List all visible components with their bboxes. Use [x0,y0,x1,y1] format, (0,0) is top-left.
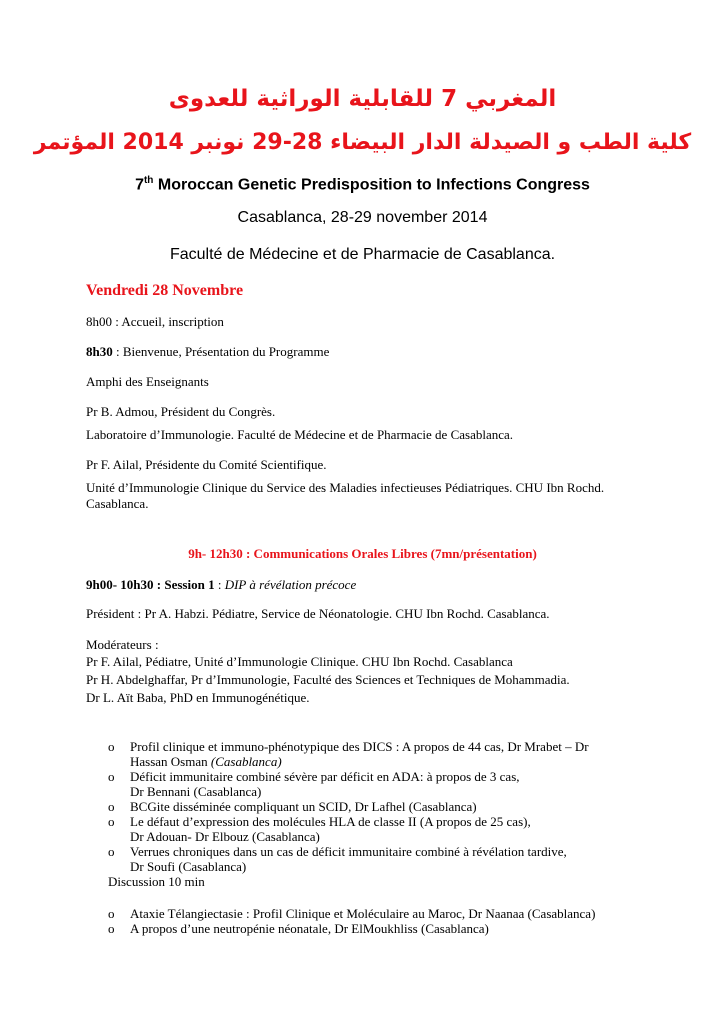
talk-list-2 [108,906,595,936]
talk-item [108,844,589,874]
session-1-label: 9h00- 10h30 : Session 1 [86,577,215,592]
president-scientific-affiliation: Unité d’Immunologie Clinique du Service des Maladies infectieuses Pédiatriques. CHU Ibn Rochd. Casablanca. [86,480,605,511]
moderator-2: Pr H. Abdelghaffar, Pr d’Immunologie, Faculté des Sciences et Techniques de Mohammadia. [86,672,570,687]
bullet-icon: o [108,769,115,784]
congress-ordinal: 7 [135,176,144,194]
talk-speaker-city: (Casablanca) [210,754,282,769]
day-heading: Vendredi 28 Novembre [86,282,244,299]
talk-speaker-name: Hassan Osman [130,754,211,769]
moderator-3: Dr L. Aït Baba, PhD en Immunogénétique. [86,690,310,705]
talk-speaker: Dr Soufi (Casablanca) [130,859,247,874]
bullet-icon: o [108,799,115,814]
discussion-label: Discussion 10 min [108,874,205,889]
session-1-president: Président : Pr A. Habzi. Pédiatre, Service de Néonatologie. CHU Ibn Rochd. Casablanca. [86,606,550,621]
talk-speaker: Dr Adouan- Dr Elbouz (Casablanca) [130,829,320,844]
schedule-bienvenue [86,344,329,360]
bullet-icon: o [108,921,115,936]
president-congress-affiliation: Laboratoire d’Immunologie. Faculté de Médecine et de Pharmacie de Casablanca. [86,427,514,442]
talk-title: Verrues chroniques dans un cas de déficit immunitaire combiné à révélation tardive, [130,844,567,859]
talk-title: Le défaut d’expression des molécules HLA de classe II (A propos de 25 cas), [130,814,531,829]
talk-list-1 [108,739,589,889]
bullet-icon: o [108,844,115,859]
talk-title: BCGite disséminée compliquant un SCID, Dr Lafhel (Casablanca) [130,799,477,814]
amphi-location: Amphi des Enseignants [86,374,209,389]
location-date: Casablanca, 28-29 november 2014 [237,209,488,226]
talk-item [108,921,595,936]
congress-title [0,175,725,194]
talk-item [108,814,589,844]
bullet-icon: o [108,814,115,829]
talk-speaker: Dr Bennani (Casablanca) [130,784,262,799]
communications-header: 9h- 12h30 : Communications Orales Libres (7mn/présentation) [188,546,537,561]
talk-title: Déficit immunitaire combiné sévère par déficit en ADA: à propos de 3 cas, [130,769,520,784]
talk-item [108,906,595,921]
talk-speaker [130,754,589,769]
venue: Faculté de Médecine et de Pharmacie de Casablanca. [169,246,556,263]
congress-name: Moroccan Genetic Predisposition to Infections Congress [153,176,590,194]
talk-title: Ataxie Télangiectasie : Profil Clinique et Moléculaire au Maroc, Dr Naanaa (Casablanca) [130,906,596,921]
session-1-separator: : [214,577,225,592]
arabic-title-line-1: المغربي 7 للقابلية الوراثية للعدوى [168,86,557,112]
bienvenue-time: 8h30 [86,344,113,359]
session-1-heading [86,577,356,593]
talk-item [108,769,589,799]
talk-item [108,799,589,814]
talk-title: A propos d’une neutropénie néonatale, Dr ElMoukhliss (Casablanca) [130,921,489,936]
bullet-icon: o [108,739,115,754]
schedule-accueil: 8h00 : Accueil, inscription [86,314,224,329]
talk-title: Profil clinique et immuno-phénotypique des DICS : A propos de 44 cas, Dr Mrabet – Dr [130,739,589,754]
president-scientific: Pr F. Ailal, Présidente du Comité Scientifique. [86,457,327,472]
talk-item [108,739,589,769]
arabic-title-line-2: كلية الطب و الصيدلة الدار البيضاء 28-29 نونبر 2014 المؤتمر [33,130,692,155]
session-1-topic: DIP à révélation précoce [224,577,357,592]
bienvenue-text: : Bienvenue, Présentation du Programme [112,344,330,359]
president-congress: Pr B. Admou, Président du Congrès. [86,404,276,419]
moderator-1: Pr F. Ailal, Pédiatre, Unité d’Immunologie Clinique. CHU Ibn Rochd. Casablanca [86,654,513,669]
moderators-label: Modérateurs : [86,637,159,652]
congress-ordinal-suffix: th [143,175,154,186]
bullet-icon: o [108,906,115,921]
